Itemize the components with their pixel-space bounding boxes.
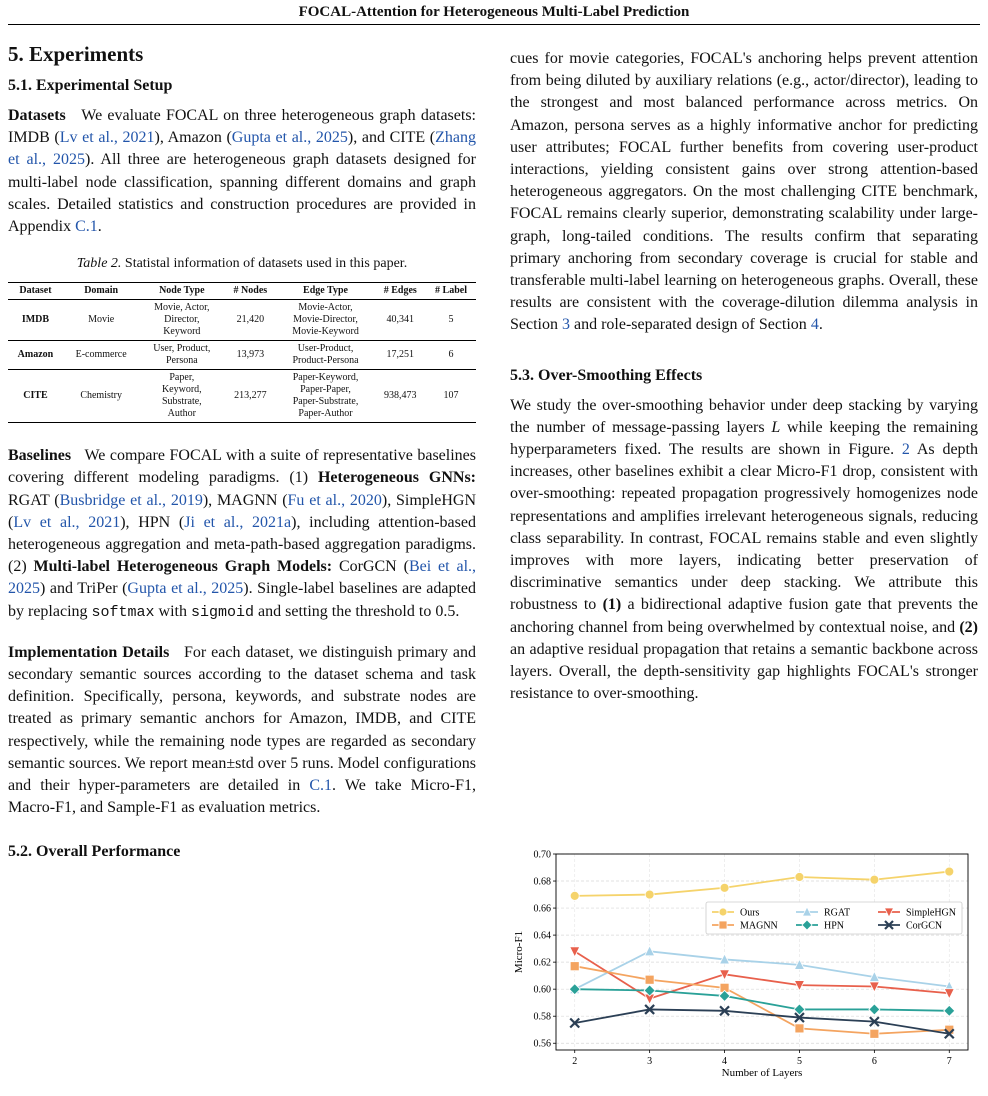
text: ), Amazon (: [154, 129, 232, 147]
legend-label-rgat: RGAT: [824, 907, 851, 919]
legend-marker-ours: [719, 908, 727, 916]
x-tick-label: 2: [572, 1056, 578, 1067]
bold-text: (2): [959, 618, 978, 636]
text: while keeping the remaining hyperparameters fixed. The results are shown in Figure.: [510, 418, 979, 459]
citation-link[interactable]: Fu et al., 2020: [287, 491, 382, 509]
table-cell: 40,341: [386, 314, 415, 326]
bold-text: Heterogeneous GNNs:: [317, 469, 477, 487]
table-cell: 17,251: [386, 349, 415, 361]
subsection-title-overall: 5.2. Overall Performance: [8, 843, 181, 861]
table-header-cell: # Edges: [383, 285, 417, 297]
code-softmax: softmax: [91, 603, 155, 621]
series-line-corgcn: [575, 1009, 950, 1033]
chart-svg: [510, 848, 980, 1086]
legend-label-ours: Ours: [740, 907, 760, 919]
text: and setting the threshold to 0.5.: [254, 602, 460, 620]
x-axis-label: Number of Layers: [721, 1067, 803, 1079]
section-link[interactable]: 4: [810, 316, 819, 334]
implementation-paragraph: [8, 642, 476, 820]
series-line-rgat: [575, 951, 950, 989]
y-tick-label: 0.58: [533, 1011, 551, 1023]
citation-link[interactable]: Busbridge et al., 2019: [59, 491, 203, 509]
subsection-title-setup: 5.1. Experimental Setup: [8, 77, 173, 94]
data-point-ours: [645, 890, 654, 899]
text: and role-separated design of Section: [570, 316, 811, 334]
data-point-hpn: [869, 1004, 880, 1015]
table-row: [8, 341, 476, 370]
x-tick-label: 6: [871, 1056, 877, 1067]
micro-f1-chart: [510, 848, 980, 1086]
data-point-magnn: [645, 975, 654, 984]
table-header-cell: Dataset: [19, 285, 52, 297]
x-tick-label: 3: [647, 1056, 653, 1067]
x-tick-label: 4: [722, 1056, 728, 1067]
table-header-cell: # Label: [435, 285, 467, 297]
y-tick-label: 0.68: [533, 876, 551, 888]
table-dataset-cell: IMDB: [21, 314, 50, 326]
legend-label-corgcn: CorGCN: [906, 920, 943, 932]
running-header: FOCAL-Attention for Heterogeneous Multi-Label Prediction: [8, 4, 980, 25]
bold-text: (1): [602, 596, 622, 614]
table-body: [8, 300, 476, 423]
table-cell: Paper, Keyword, Substrate, Author: [161, 372, 202, 420]
code-sigmoid: sigmoid: [191, 603, 255, 621]
table-header-cell: # Nodes: [233, 285, 268, 297]
runin-implementation: Implementation Details: [8, 643, 170, 661]
data-point-hpn: [944, 1005, 955, 1016]
section-link[interactable]: 3: [562, 316, 570, 334]
text: . We take Micro-F1, Macro-F1, and Sample-F1 as evaluation metrics.: [8, 777, 477, 817]
table-cell: User-Product, Product-Persona: [292, 343, 359, 367]
citation-link[interactable]: Zhang et al., 2025: [8, 129, 476, 169]
citation-link[interactable]: Bei et al., 2025: [8, 558, 477, 598]
table-header-cell: Node Type: [159, 285, 205, 297]
y-axis-label: Micro-F1: [513, 930, 525, 974]
text: We compare FOCAL with a suite of representative baselines covering different modeling paradigms. (1): [8, 447, 477, 487]
oversmoothing-paragraph: [510, 395, 978, 706]
citation-link[interactable]: Gupta et al., 2025: [127, 580, 244, 598]
datasets-paragraph: [8, 105, 476, 238]
text: CorGCN (: [332, 558, 409, 576]
variable-L: L: [771, 418, 781, 436]
text: As depth increases, other baselines exhibit a clear Micro-F1 drop, consistent with over-smoothing: repeated propagation progressively homogenizes node representations and amplifies irrelevant heterogeneous signals, reducing class separability. In contrast, FOCAL remains stable and even slightly improves with more layers, indicating better preservation of discriminative semantics under deep stacking. We attribute this robustness to: [510, 441, 979, 614]
data-point-simplehgn: [570, 947, 580, 957]
plot-frame: [556, 854, 968, 1050]
table-row: [8, 370, 476, 423]
legend-label-hpn: HPN: [824, 920, 845, 932]
text: .: [97, 218, 102, 236]
table-caption: [8, 256, 476, 272]
x-tick-label: 5: [796, 1056, 802, 1067]
table-cell: E-commerce: [75, 349, 127, 361]
data-point-magnn: [870, 1029, 879, 1038]
table-cell: 938,473: [384, 390, 417, 402]
table-cell: User, Product, Persona: [153, 343, 211, 367]
results-paragraph: [510, 48, 978, 337]
runin-baselines: Baselines: [8, 447, 72, 465]
appendix-link[interactable]: C.1: [75, 218, 98, 236]
table-cell: Chemistry: [80, 390, 122, 402]
text: RGAT (: [8, 491, 60, 509]
text: ), and CITE (: [347, 129, 436, 147]
data-point-magnn: [570, 962, 579, 971]
table-cell: 5: [448, 314, 454, 326]
table-cell: 213,277: [234, 390, 267, 402]
table-dataset-cell: Amazon: [17, 349, 54, 361]
section-title-experiments: 5. Experiments: [8, 42, 144, 66]
figure-link[interactable]: 2: [901, 441, 910, 459]
table-cell: 21,420: [236, 314, 265, 326]
data-point-magnn: [795, 1024, 804, 1033]
citation-link[interactable]: Lv et al., 2021: [13, 513, 121, 531]
subsection-title-oversmoothing: 5.3. Over-Smoothing Effects: [510, 366, 703, 384]
y-tick-label: 0.64: [533, 930, 551, 942]
table-row: [8, 300, 476, 341]
y-tick-label: 0.66: [533, 903, 551, 915]
text: We study the over-smoothing behavior under deep stacking by varying the number of message-passing layers: [510, 396, 978, 436]
y-tick-label: 0.56: [533, 1038, 551, 1050]
legend-marker-magnn: [719, 921, 727, 929]
table-cell: Movie, Actor, Director, Keyword: [154, 302, 210, 338]
data-point-ours: [720, 883, 729, 892]
text: ). All three are heterogeneous graph datasets designed for multi-label node classification, spanning different domains and graph scales. Detailed statistics and construction procedures are provided in Appendix: [8, 151, 477, 236]
appendix-link[interactable]: C.1: [309, 777, 333, 795]
legend-label-magnn: MAGNN: [740, 920, 778, 932]
table-cell: 6: [448, 349, 454, 361]
baselines-paragraph: [8, 445, 476, 624]
citation-link[interactable]: Gupta et al., 2025: [231, 129, 348, 147]
text: ). Single-label baselines are adapted by replacing: [8, 580, 476, 620]
text: ), HPN (: [120, 513, 185, 531]
series-line-ours: [575, 872, 950, 896]
data-point-ours: [870, 875, 879, 884]
x-tick-label: 7: [946, 1056, 952, 1067]
text: We evaluate FOCAL on three heterogeneous graph datasets: IMDB (: [8, 107, 477, 147]
table-header-row: [8, 283, 476, 300]
data-point-ours: [570, 891, 579, 900]
runin-datasets: Datasets: [8, 107, 66, 124]
text: ), SimpleHGN (: [8, 491, 477, 531]
table-cell: Movie: [88, 314, 115, 326]
text: ) and TriPer (: [40, 580, 128, 598]
citation-link[interactable]: Lv et al., 2021: [59, 129, 155, 147]
table-caption-text: Statistal information of datasets used in this paper.: [124, 256, 408, 272]
y-tick-label: 0.62: [533, 957, 551, 969]
series-line-simplehgn: [575, 951, 950, 998]
dataset-statistics-table: [8, 282, 476, 423]
text: ), including attention-based heterogeneous aggregation and meta-path-based aggregation paradigms. (2): [8, 513, 476, 576]
legend-label-simplehgn: SimpleHGN: [906, 907, 956, 919]
text: an adaptive residual propagation that retains a semantic backbone across layers. Overall, the depth-sensitivity gap highlights FOCAL's stronger resistance to over-smoothing.: [510, 640, 978, 703]
table-header-cell: Edge Type: [303, 285, 348, 297]
citation-link[interactable]: Ji et al., 2021a: [184, 513, 292, 531]
y-tick-label: 0.60: [533, 984, 551, 996]
right-column: [510, 48, 978, 723]
table-cell: 13,973: [236, 349, 265, 361]
table-cell: 107: [443, 390, 459, 402]
text: with: [154, 602, 191, 620]
series-line-magnn: [575, 966, 950, 1034]
text: For each dataset, we distinguish primary and secondary semantic sources according to the dataset schema and task definition. Specifically, persona, keywords, and substrate nodes are treated as primary semantic anchors for Amazon, IMDB, and CITE respectively, while the remaining node types are regarded as secondary semantic sources. We report mean±std over 5 runs. Model configurations and their hyper-parameters are detailed in: [8, 643, 477, 795]
table-cell: Paper-Keyword, Paper-Paper, Paper-Substrate, Paper-Author: [292, 372, 359, 420]
table-dataset-cell: CITE: [23, 390, 48, 402]
text: .: [818, 316, 823, 334]
table-cell: Movie-Actor, Movie-Director, Movie-Keyword: [292, 302, 359, 338]
table-caption-label: Table 2.: [76, 256, 122, 272]
left-column: [8, 40, 476, 871]
bold-text: Multi-label Heterogeneous Graph Models:: [33, 558, 333, 576]
y-tick-label: 0.70: [533, 849, 551, 861]
text: a bidirectional adaptive fusion gate that prevents the anchoring channel from being overwhelmed by contextual noise, and: [510, 596, 979, 636]
data-point-ours: [945, 867, 954, 876]
text: cues for movie categories, FOCAL's anchoring helps prevent attention from being diluted by auxiliary relations (e.g., actor/director), leading to the strongest and most balanced performance across metrics. On Amazon, persona serves as a highly informative anchor for predicting user attributes; FOCAL further benefits from covering user-product interactions, yielding consistent gains over strong attention-based heterogeneous aggregators. On the most challenging CITE benchmark, FOCAL remains clearly superior, demonstrating scalability under large-graph, long-tailed conditions. The results confirm that separating primary anchoring from secondary coverage is crucial for stable and transferable multi-label learning on heterogeneous graphs. Overall, these results are consistent with the coverage-dilution dilemma analysis in Section: [510, 50, 978, 334]
table-header-cell: Domain: [84, 285, 119, 297]
text: ), MAGNN (: [202, 491, 288, 509]
data-point-ours: [795, 872, 804, 881]
